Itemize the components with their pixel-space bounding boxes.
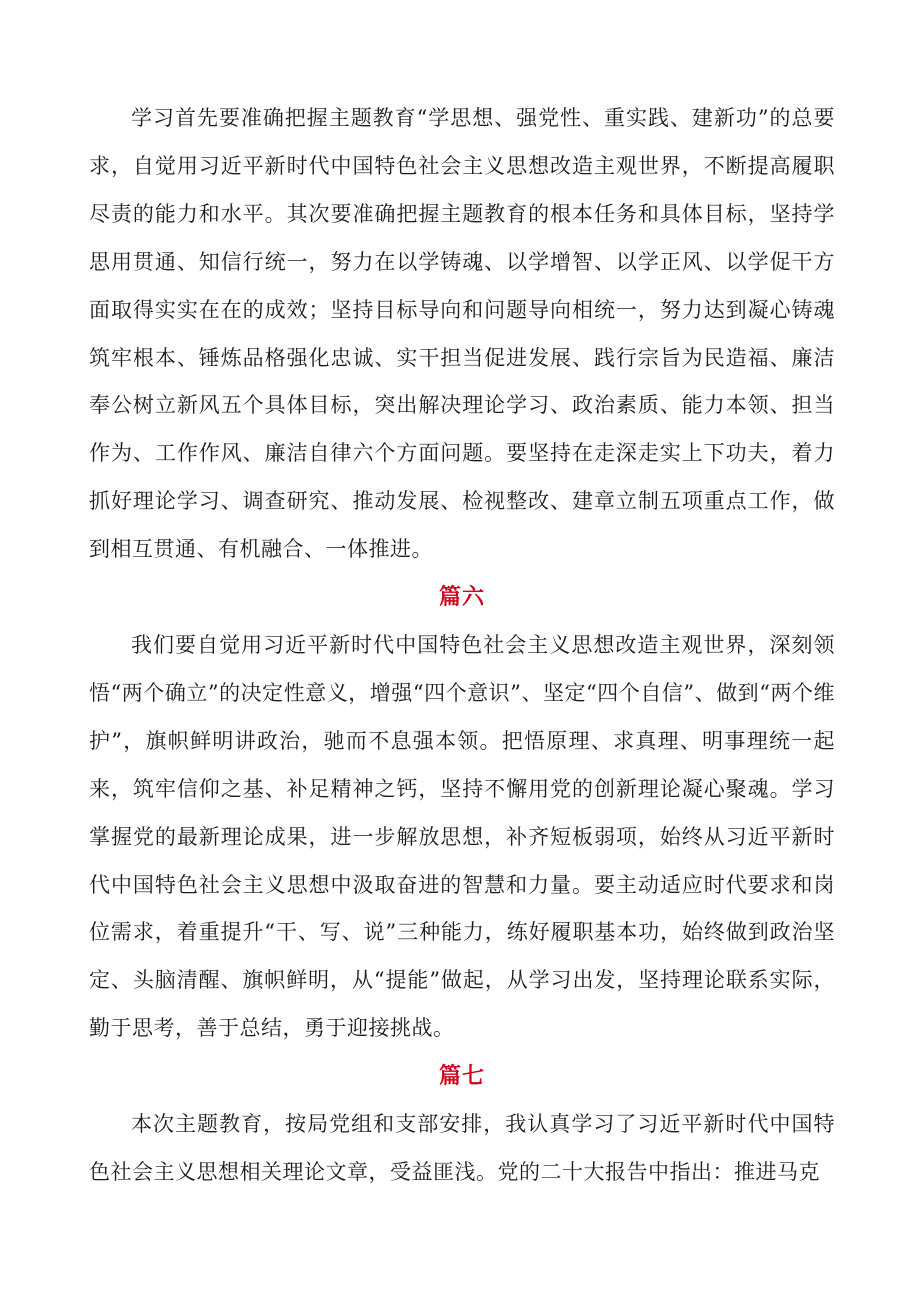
paragraph-transform-worldview: 我们要自觉用习近平新时代中国特色社会主义思想改造主观世界，深刻领悟“两个确立”的决定性意义，增强“四个意识”、坚定“四个自信”、做到“两个维护”，旗帜鲜明讲政治，驰而不息强本领。把悟原理、求真理、明事理统一起来，筑牢信仰之基、补足精神之钙，坚持不懈用党的创新理论凝心聚魂。学习掌握党的最新理论成果，进一步解放思想，补齐短板弱项，始终从习近平新时代中国特色社会主义思想中汲取奋进的智慧和力量。要主动适应时代要求和岗位需求，着重提升“干、写、说”三种能力，练好履职基本功，始终做到政治坚定、头脑清醒、旗帜鲜明，从“提能”做起，从学习出发，坚持理论联系实际，勤于思考，善于总结，勇于迎接挑战。 — [89, 632, 835, 1041]
section-heading-six: 篇六 — [438, 585, 485, 611]
paragraph-study-requirements: 学习首先要准确把握主题教育“学思想、强党性、重实践、建新功”的总要求，自觉用习近平新时代中国特色社会主义思想改造主观世界，不断提高履职尽责的能力和水平。其次要准确把握主题教育的根本任务和具体目标，坚持学思用贯通、知信行统一，努力在以学铸魂、以学增智、以学正风、以学促干方面取得实实在在的成效；坚持目标导向和问题导向相统一，努力达到凝心铸魂筑牢根本、锤炼品格强化忠诚、实干担当促进发展、践行宗旨为民造福、廉洁奉公树立新风五个具体目标，突出解决理论学习、政治素质、能力本领、担当作为、工作作风、廉洁自律六个方面问题。要坚持在走深走实上下功夫，着力抓好理论学习、调查研究、推动发展、检视整改、建章立制五项重点工作，做到相互贯通、有机融合、一体推进。 — [89, 106, 835, 562]
paragraph-theme-education: 本次主题教育，按局党组和支部安排，我认真学习了习近平新时代中国特色社会主义思想相关理论文章，受益匪浅。党的二十大报告中指出：推进马克 — [89, 1112, 835, 1184]
document-body — [89, 95, 835, 1197]
section-heading-seven: 篇七 — [438, 1064, 485, 1090]
